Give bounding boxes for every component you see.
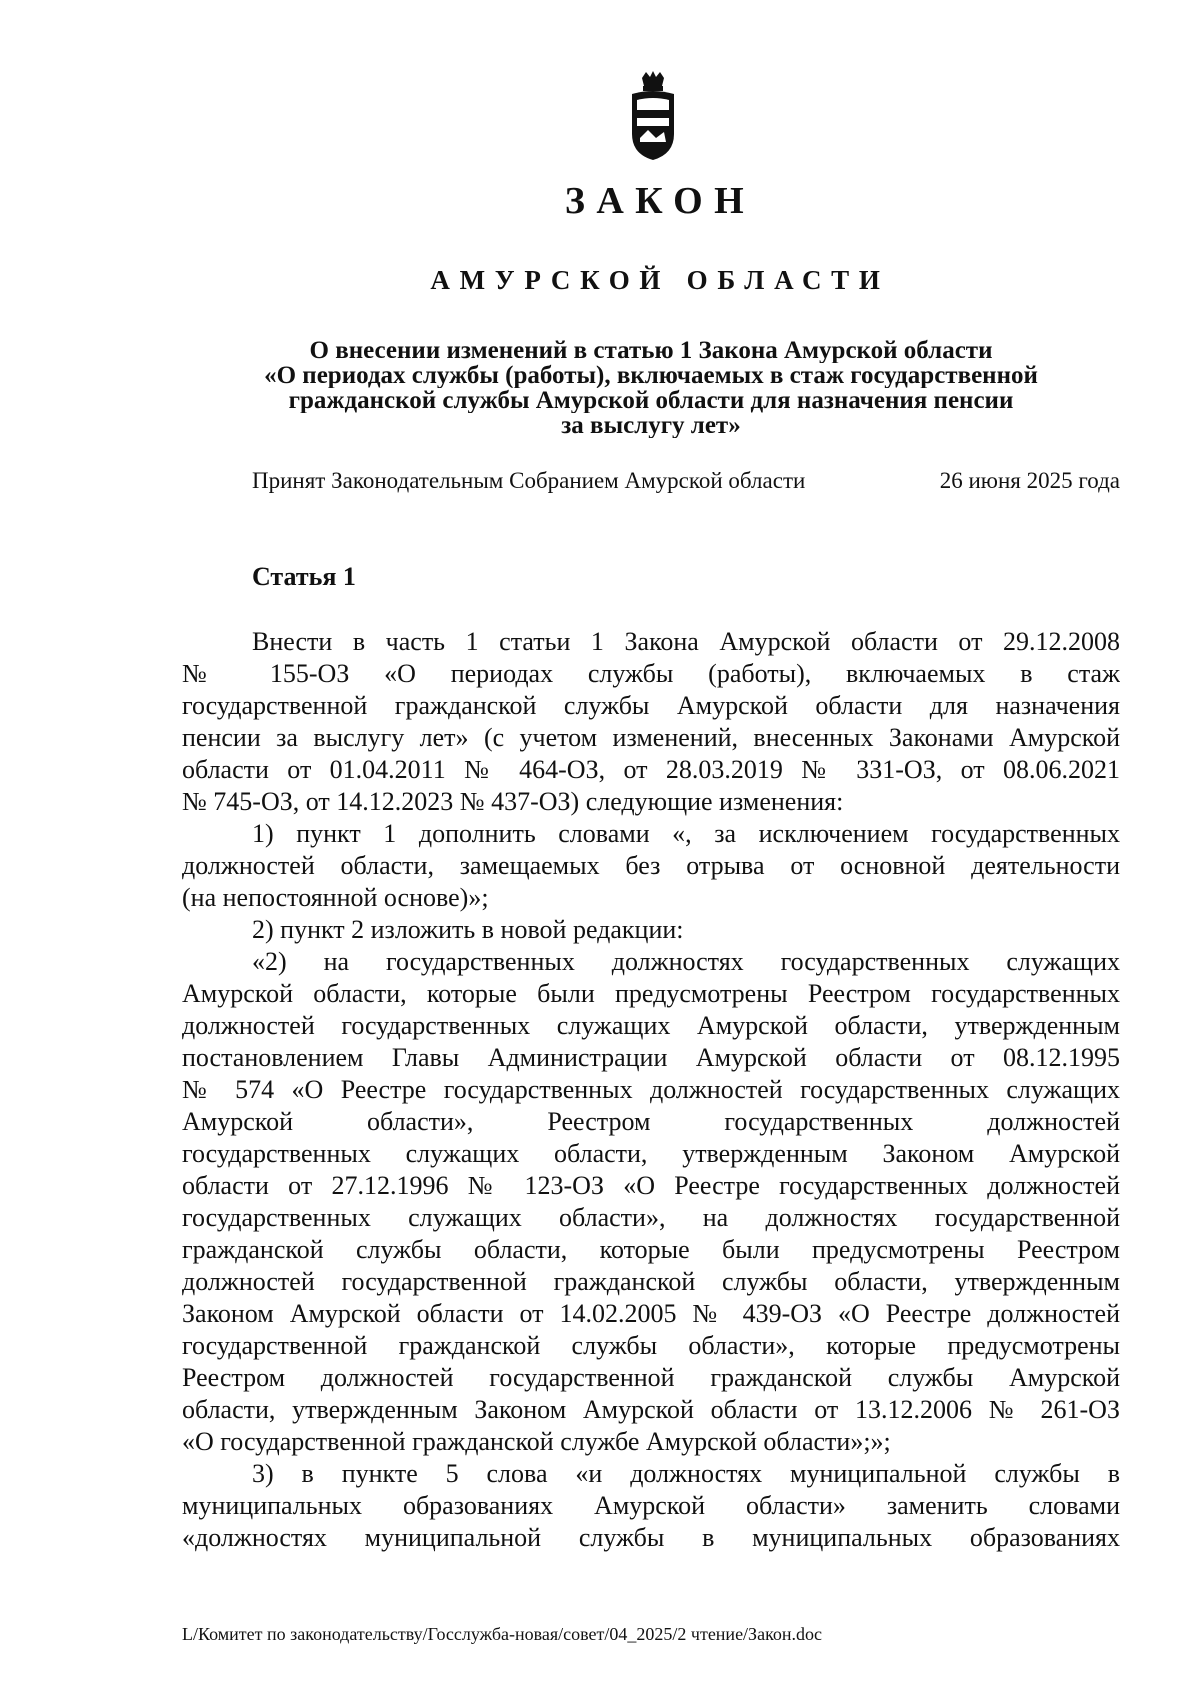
text-line: постановлением Главы Администрации Амурской области от 08.12.1995 bbox=[182, 1043, 1120, 1072]
coat-of-arms-icon bbox=[626, 70, 680, 164]
text-line: должностей государственных служащих Амурской области, утвержденным bbox=[182, 1011, 1120, 1040]
text-line: № 745-ОЗ, от 14.12.2023 № 437-ОЗ) следующие изменения: bbox=[182, 787, 844, 816]
text-line: Амурской области», Реестром государственных должностей bbox=[182, 1107, 1120, 1136]
text-line: № 574 «О Реестре государственных должностей государственных служащих bbox=[182, 1075, 1120, 1104]
adopted-date: 26 июня 2025 года bbox=[939, 468, 1120, 493]
text-line: Внести в часть 1 статьи 1 Закона Амурской области от 29.12.2008 bbox=[252, 627, 1120, 656]
heading-line: О внесении изменений в статью 1 Закона Амурской области bbox=[309, 338, 993, 363]
adopted-by: Принят Законодательным Собранием Амурской области bbox=[252, 468, 806, 493]
law-heading bbox=[182, 338, 1120, 438]
text-line: 1) пункт 1 дополнить словами «, за исключением государственных bbox=[252, 819, 1120, 848]
text-line: муниципальных образованиях Амурской области» заменить словами bbox=[182, 1491, 1120, 1520]
text-line: «должностях муниципальной службы в муниципальных образованиях bbox=[182, 1523, 1120, 1552]
text-line: области, утвержденным Законом Амурской области от 13.12.2006 № 261-ОЗ bbox=[182, 1395, 1120, 1424]
heading-line: гражданской службы Амурской области для назначения пенсии bbox=[288, 388, 1014, 413]
law-title: ЗАКОН bbox=[564, 180, 756, 222]
article-body bbox=[182, 626, 1120, 1554]
text-line: 3) в пункте 5 слова «и должностях муниципальной службы в bbox=[252, 1459, 1120, 1488]
text-line: «О государственной гражданской службе Амурской области»;»; bbox=[182, 1427, 891, 1456]
article-title: Статья 1 bbox=[252, 562, 356, 591]
text-line: «2) на государственных должностях государственных служащих bbox=[252, 947, 1120, 976]
text-line: Реестром должностей государственной гражданской службы Амурской bbox=[182, 1363, 1120, 1392]
text-line: Законом Амурской области от 14.02.2005 № 439-ОЗ «О Реестре должностей bbox=[182, 1299, 1120, 1328]
text-line: государственной гражданской службы области», которые предусмотрены bbox=[182, 1331, 1120, 1360]
heading-line: «О периодах службы (работы), включаемых в стаж государственной bbox=[264, 363, 1038, 388]
text-line: № 155-ОЗ «О периодах службы (работы), включаемых в стаж bbox=[182, 659, 1120, 688]
text-line: государственных служащих области», на должностях государственной bbox=[182, 1203, 1120, 1232]
text-line: пенсии за выслугу лет» (с учетом изменений, внесенных Законами Амурской bbox=[182, 723, 1120, 752]
text-line: области от 27.12.1996 № 123-ОЗ «О Реестре государственных должностей bbox=[182, 1171, 1120, 1200]
text-line: должностей области, замещаемых без отрыва от основной деятельности bbox=[182, 851, 1120, 880]
heading-line: за выслугу лет» bbox=[561, 413, 741, 438]
text-line: области от 01.04.2011 № 464-ОЗ, от 28.03.2019 № 331-ОЗ, от 08.06.2021 bbox=[182, 755, 1120, 784]
region-title: АМУРСКОЙ ОБЛАСТИ bbox=[430, 265, 890, 295]
text-line: должностей государственной гражданской службы области, утвержденным bbox=[182, 1267, 1120, 1296]
text-line: государственных служащих области, утвержденным Законом Амурской bbox=[182, 1139, 1120, 1168]
text-line: (на непостоянной основе)»; bbox=[182, 883, 489, 912]
text-line: Амурской области, которые были предусмотрены Реестром государственных bbox=[182, 979, 1120, 1008]
text-line: гражданской службы области, которые были предусмотрены Реестром bbox=[182, 1235, 1120, 1264]
file-path-footer: L/Комитет по законодательству/Госслужба-новая/совет/04_2025/2 чтение/Закон.doc bbox=[182, 1624, 823, 1644]
text-line: 2) пункт 2 изложить в новой редакции: bbox=[252, 915, 684, 944]
text-line: государственной гражданской службы Амурской области для назначения bbox=[182, 691, 1120, 720]
